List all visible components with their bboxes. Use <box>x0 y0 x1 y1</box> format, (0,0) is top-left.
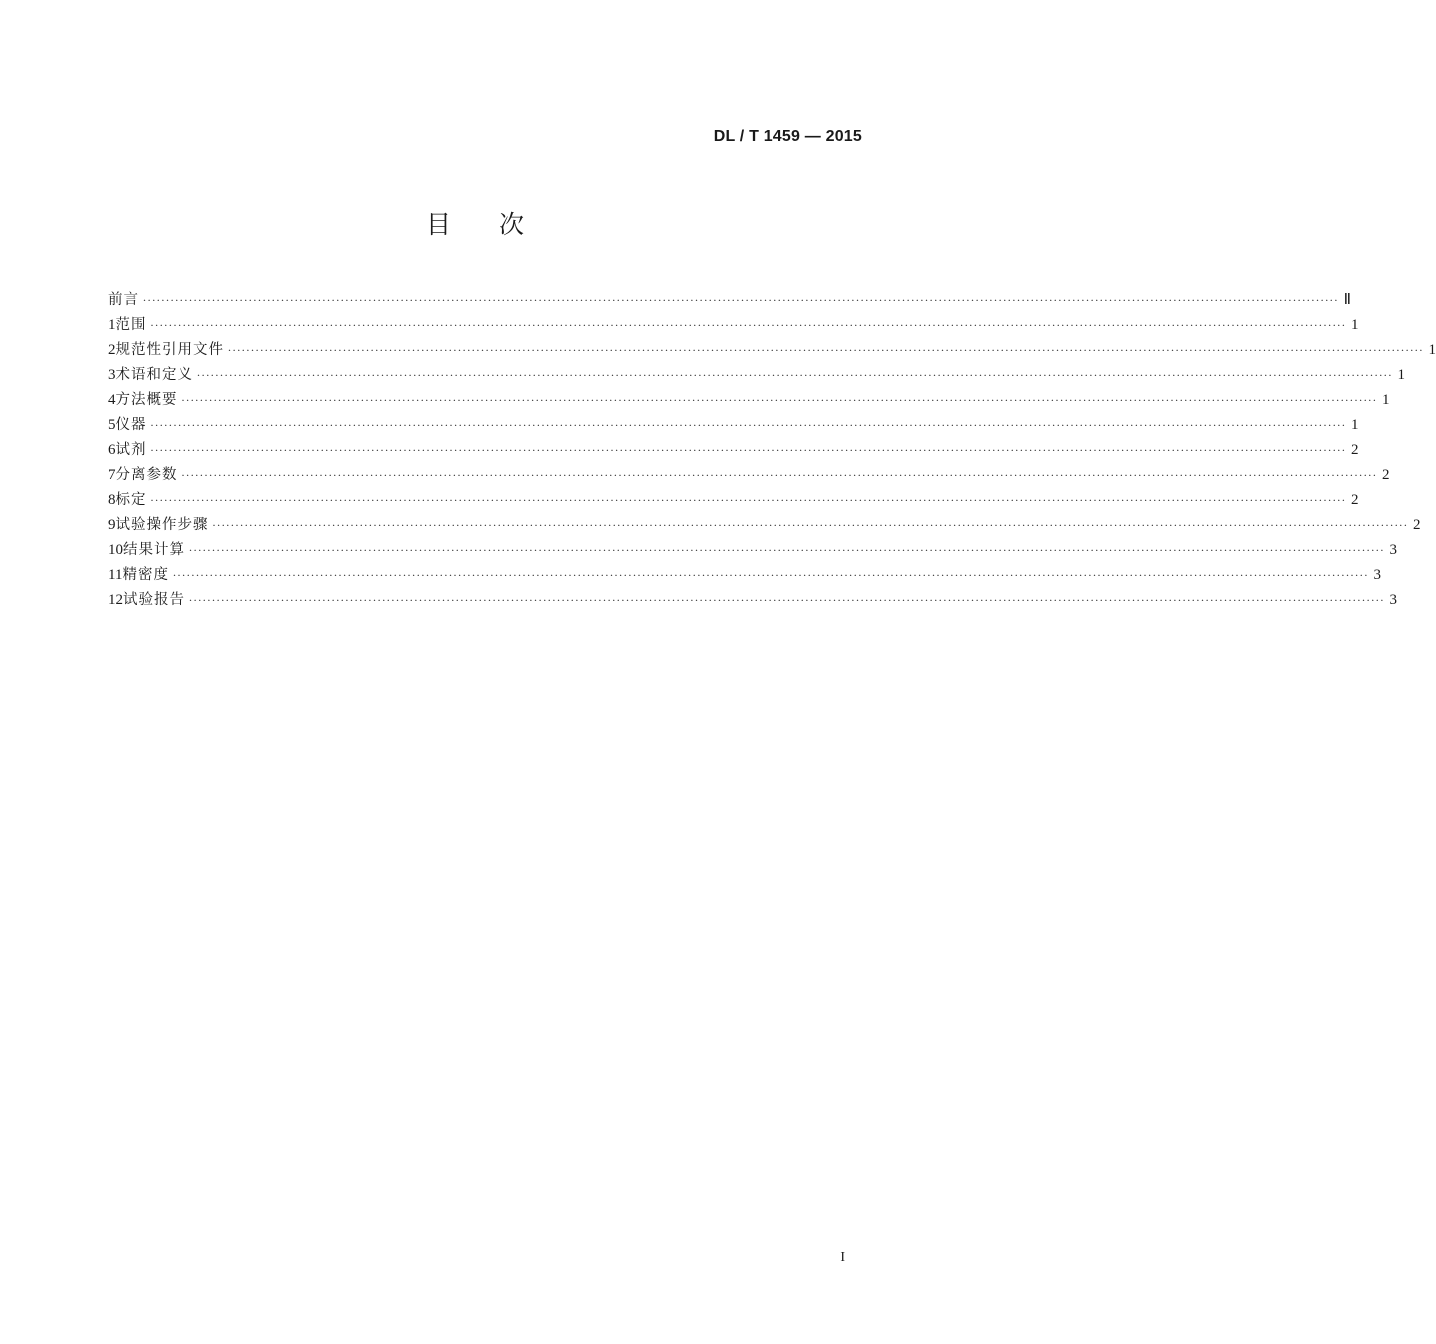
toc-entry-page: 2 <box>1351 442 1359 458</box>
toc-leader-dots: .................................................................................................................................................................................................................................................................... <box>212 515 1409 529</box>
toc-leader-dots: .................................................................................................................................................................................................................................................................... <box>181 465 1378 479</box>
toc-leader-dots: .................................................................................................................................................................................................................................................................... <box>150 415 1347 429</box>
toc-entry-label: 试验报告 <box>123 592 185 608</box>
toc-leader-dots: .................................................................................................................................................................................................................................................................... <box>172 565 1369 579</box>
toc-leader-dots: .................................................................................................................................................................................................................................................................... <box>197 365 1393 379</box>
toc-entry-label: 试剂 <box>115 442 147 458</box>
toc-entry-10[interactable] <box>108 534 1397 559</box>
toc-entry-page: 1 <box>1397 367 1405 383</box>
toc-entry-2[interactable] <box>108 334 1436 359</box>
toc-entry-label: 规范性引用文件 <box>115 342 224 358</box>
toc-entry-number: 7 <box>108 467 116 483</box>
toc-leader-dots: .................................................................................................................................................................................................................................................................... <box>143 290 1339 304</box>
toc-entry-8[interactable] <box>108 484 1359 509</box>
toc-entry-11[interactable] <box>108 559 1381 584</box>
toc-entry-9[interactable] <box>108 509 1421 534</box>
toc-entry-3[interactable] <box>108 359 1405 384</box>
toc-entry-page: Ⅱ <box>1343 292 1351 308</box>
toc-entry-number: 8 <box>108 492 116 508</box>
toc-entry-label: 方法概要 <box>115 392 178 408</box>
toc-entry-foreword[interactable] <box>108 284 1351 309</box>
table-of-contents <box>108 284 1436 609</box>
toc-leader-dots: .................................................................................................................................................................................................................................................................... <box>181 390 1378 404</box>
toc-entry-page: 3 <box>1373 567 1381 583</box>
toc-entry-page: 3 <box>1389 542 1397 558</box>
toc-entry-number: 1 <box>108 317 116 333</box>
toc-title: 目次 <box>425 210 572 239</box>
toc-entry-number: 3 <box>108 367 116 383</box>
standard-code: DL / T 1459 — 2015 <box>713 128 862 145</box>
toc-leader-dots: .................................................................................................................................................................................................................................................................... <box>150 440 1347 454</box>
toc-leader-dots: .................................................................................................................................................................................................................................................................... <box>150 490 1347 504</box>
toc-entry-number: 5 <box>108 417 116 433</box>
toc-entry-label: 范围 <box>115 317 147 333</box>
toc-leader-dots: .................................................................................................................................................................................................................................................................... <box>150 315 1347 329</box>
toc-entry-5[interactable] <box>108 409 1359 434</box>
toc-entry-page: 1 <box>1351 417 1359 433</box>
toc-leader-dots: .................................................................................................................................................................................................................................................................... <box>228 340 1424 354</box>
toc-entry-page: 1 <box>1351 317 1359 333</box>
toc-leader-dots: .................................................................................................................................................................................................................................................................... <box>189 590 1385 604</box>
toc-entry-label: 结果计算 <box>123 542 185 558</box>
toc-entry-label: 精密度 <box>122 567 169 583</box>
toc-entry-label: 分离参数 <box>115 467 178 483</box>
toc-entry-4[interactable] <box>108 384 1390 409</box>
toc-entry-number: 11 <box>108 567 123 583</box>
toc-entry-6[interactable] <box>108 434 1359 459</box>
toc-entry-page: 1 <box>1382 392 1390 408</box>
toc-entry-label: 术语和定义 <box>115 367 193 383</box>
toc-entry-number: 2 <box>108 342 116 358</box>
toc-entry-label: 前言 <box>108 292 139 308</box>
toc-entry-number: 10 <box>108 542 123 558</box>
toc-entry-12[interactable] <box>108 584 1397 609</box>
toc-entry-label: 标定 <box>115 492 147 508</box>
toc-entry-label: 试验操作步骤 <box>115 517 209 533</box>
toc-entry-7[interactable] <box>108 459 1390 484</box>
toc-entry-number: 9 <box>108 517 116 533</box>
page-number: I <box>840 1250 845 1265</box>
toc-entry-page: 2 <box>1351 492 1359 508</box>
toc-entry-page: 1 <box>1428 342 1436 358</box>
toc-entry-number: 4 <box>108 392 116 408</box>
toc-entry-number: 12 <box>108 592 123 608</box>
toc-entry-label: 仪器 <box>115 417 147 433</box>
toc-entry-page: 3 <box>1389 592 1397 608</box>
toc-entry-page: 2 <box>1382 467 1390 483</box>
toc-leader-dots: .................................................................................................................................................................................................................................................................... <box>189 540 1385 554</box>
toc-entry-number: 6 <box>108 442 116 458</box>
toc-entry-1[interactable] <box>108 309 1359 334</box>
toc-entry-page: 2 <box>1413 517 1421 533</box>
